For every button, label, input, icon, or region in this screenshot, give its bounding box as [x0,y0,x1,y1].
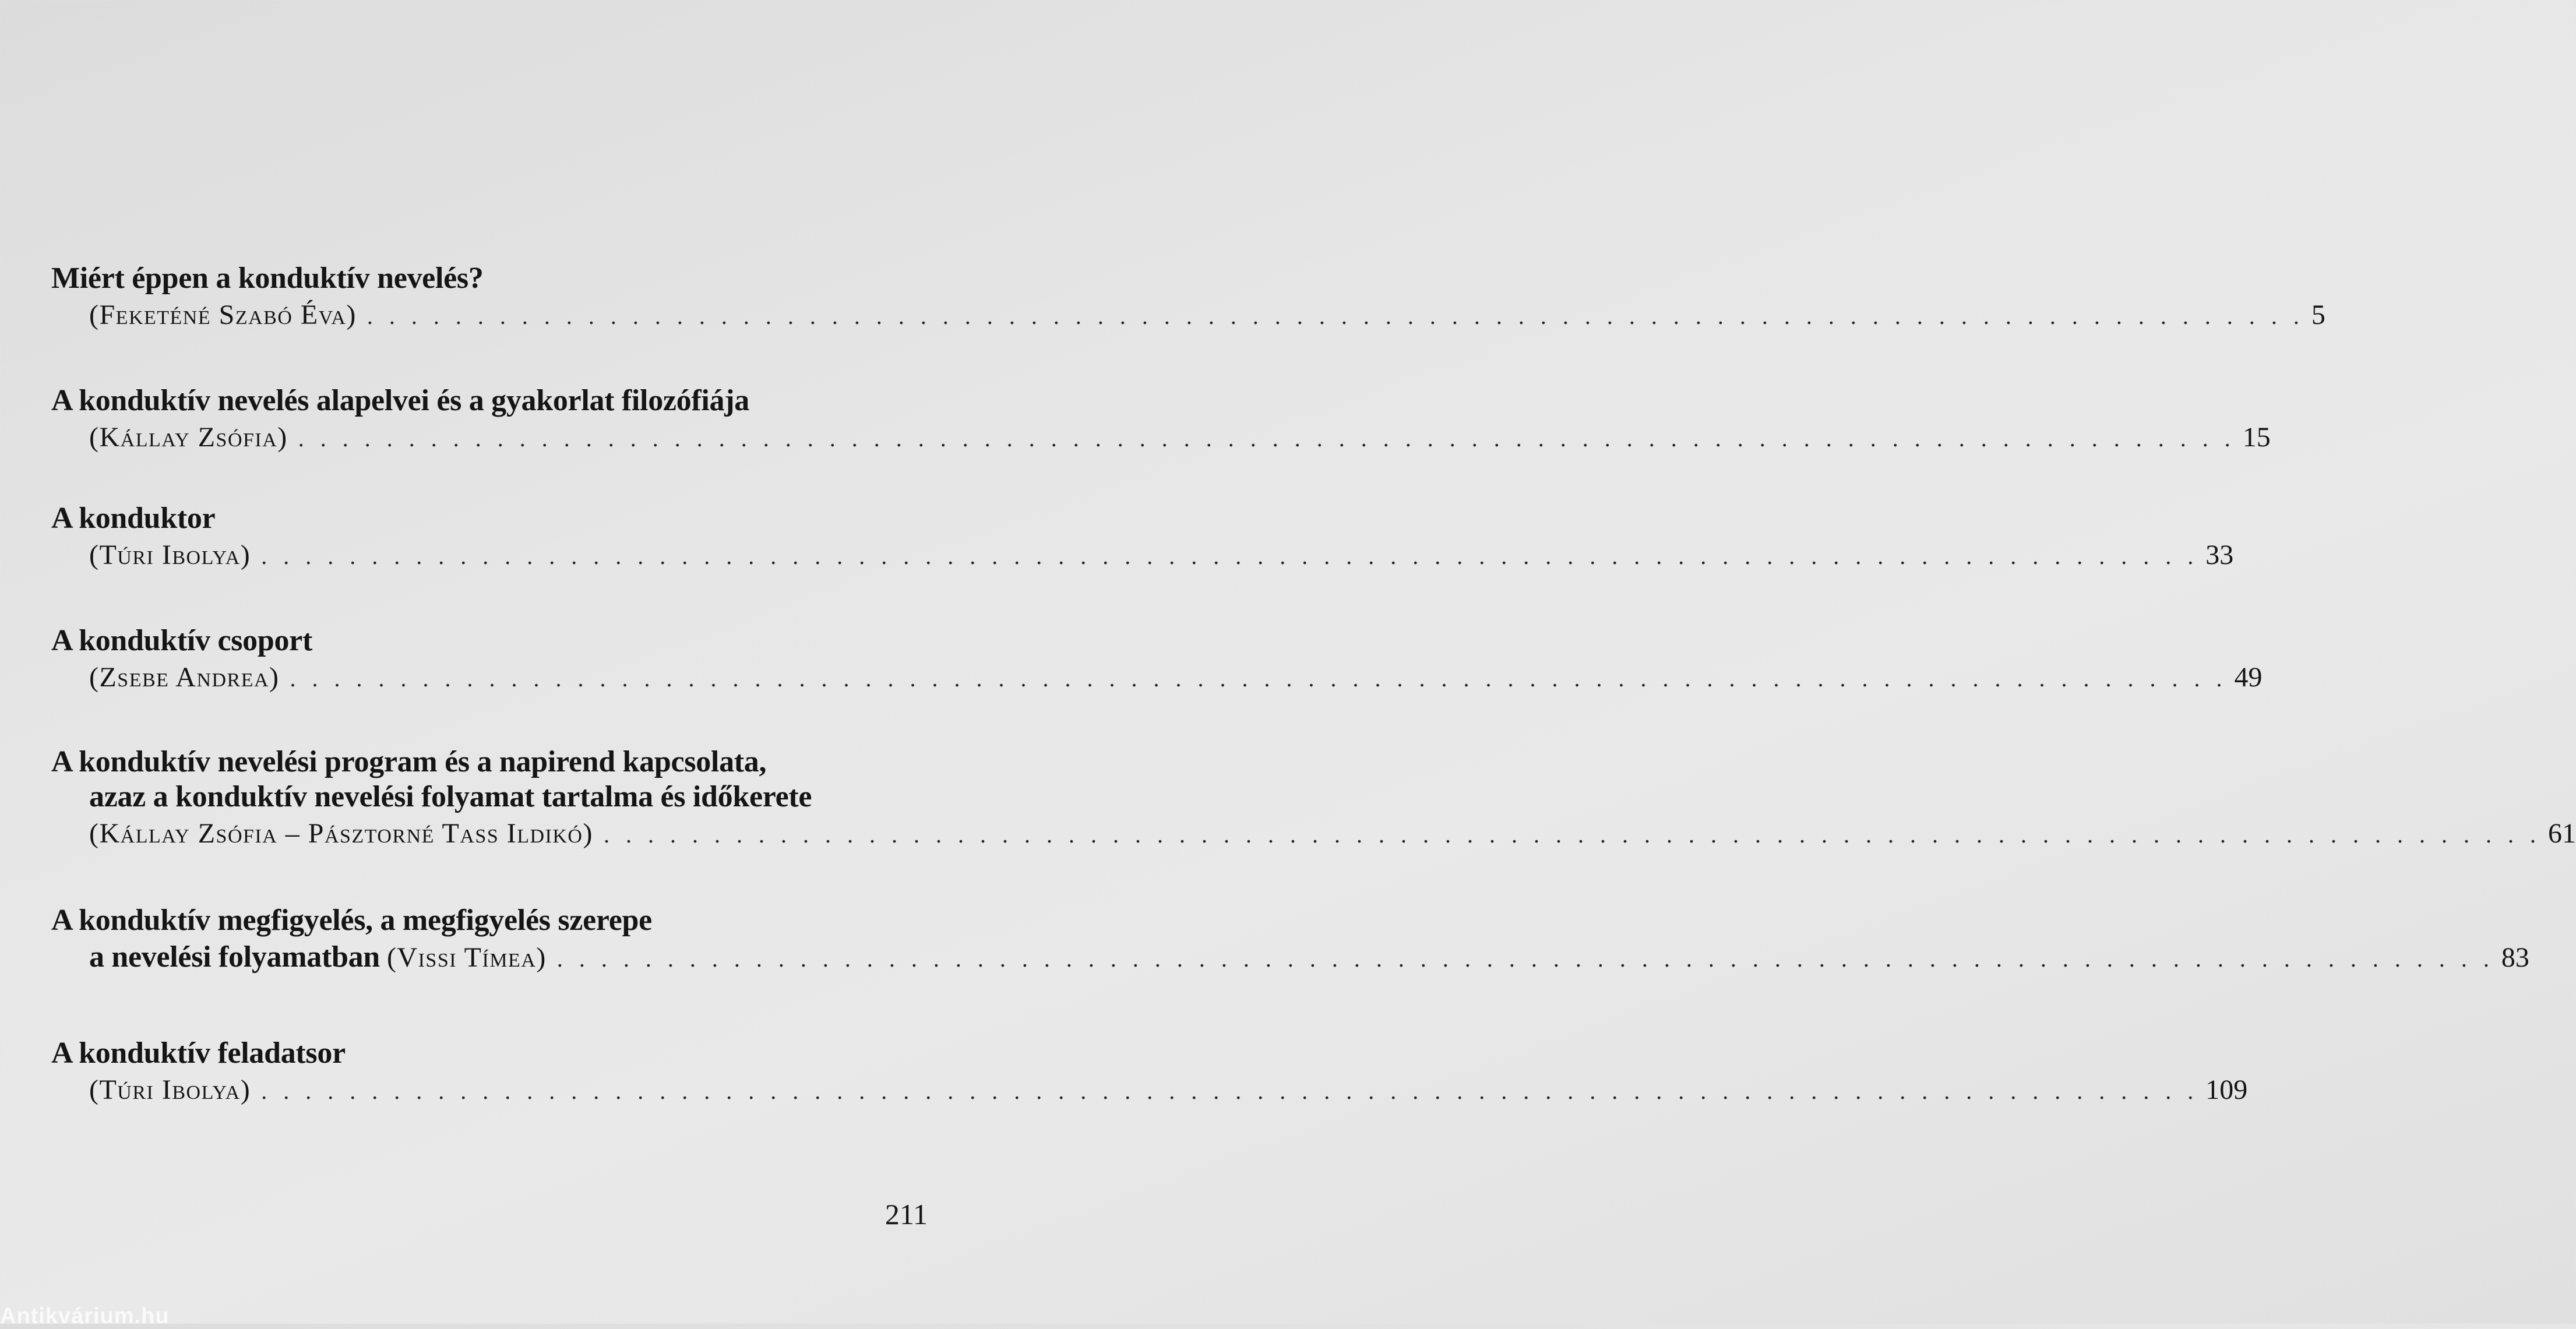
entry-author-line [51,418,2271,457]
entry-title: A konduktor [51,502,216,535]
entry-author-line [51,296,2325,334]
entry-author: (Zsebe Andrea) [89,662,280,693]
entry-title-continuation: azaz a konduktív nevelési folyamat tartalma és időkerete [89,780,812,813]
entry-author-line [51,1071,2248,1109]
entry-author: (Túri Ibolya) [89,1074,251,1105]
entry-page-number: 5 [2311,299,2325,330]
dot-leader: . . . . . . . . . . . . . . . . . . . . . . . . . . . . . . . . . . . . . . . . . . . . . . . . . . . . . . . . . . . . . . . . . . . . . . . . . . . . . . . . . . . . . . . . [556,946,2494,972]
entry-page-number: 109 [2205,1074,2248,1105]
entry-author: (Túri Ibolya) [89,540,251,570]
bleed-through-text [408,3,415,37]
dot-leader: . . . . . . . . . . . . . . . . . . . . . . . . . . . . . . . . . . . . . . . . . . . . . . . . . . . . . . . . . . . . . . . . . . . . . . . . . . . . . . . . . . . . . . . . [603,822,2541,848]
toc-entry [51,1036,2248,1109]
entry-page-number: 15 [2242,422,2271,453]
entry-title: A konduktív nevelési program és a napirend kapcsolata, [51,745,767,778]
entry-title: A konduktív csoport [51,624,312,657]
toc-entry [51,261,2325,334]
entry-author-line [51,938,2529,977]
dot-leader: . . . . . . . . . . . . . . . . . . . . . . . . . . . . . . . . . . . . . . . . . . . . . . . . . . . . . . . . . . . . . . . . . . . . . . . . . . . . . . . . . . . . . . . . [290,665,2228,692]
watermark-logo: Antikvárium.hu [0,1304,170,1328]
entry-title: A konduktív nevelés alapelvei és a gyakorlat filozófiája [51,384,749,417]
entry-author: (Feketéné Szabó Éva) [89,299,357,330]
toc-entry [51,623,2263,697]
dot-leader: . . . . . . . . . . . . . . . . . . . . . . . . . . . . . . . . . . . . . . . . . . . . . . . . . . . . . . . . . . . . . . . . . . . . . . . . . . . . . . . . . . . . . . . . [261,1078,2199,1104]
entry-title: A konduktív feladatsor [51,1037,346,1070]
dot-leader: . . . . . . . . . . . . . . . . . . . . . . . . . . . . . . . . . . . . . . . . . . . . . . . . . . . . . . . . . . . . . . . . . . . . . . . . . . . . . . . . . . . . . . . . [261,543,2199,569]
toc-entry [51,903,2529,977]
toc-entry [51,745,2576,853]
entry-author-line [51,815,2576,853]
entry-title: Miért éppen a konduktív nevelés? [51,262,484,295]
entry-title: A konduktív megfigyelés, a megfigyelés szerepe [51,904,652,937]
toc-entry [51,383,2271,457]
page-number: 211 [884,1198,928,1231]
entry-author: (Kállay Zsófia – Pásztorné Tass Ildikó) [89,818,593,849]
entry-page-number: 83 [2501,942,2529,973]
entry-title-continuation: a nevelési folyamatban [89,940,380,974]
entry-page-number: 49 [2234,662,2263,693]
dot-leader: . . . . . . . . . . . . . . . . . . . . . . . . . . . . . . . . . . . . . . . . . . . . . . . . . . . . . . . . . . . . . . . . . . . . . . . . . . . . . . . . . . . . . . . . [298,425,2236,452]
dot-leader: . . . . . . . . . . . . . . . . . . . . . . . . . . . . . . . . . . . . . . . . . . . . . . . . . . . . . . . . . . . . . . . . . . . . . . . . . . . . . . . . . . . . . . . . [367,303,2304,329]
entry-author-line [51,658,2263,697]
entry-author: (Kállay Zsófia) [89,422,288,453]
toc-entry [51,501,2234,574]
entry-author: (Vissi Tímea) [386,942,547,973]
entry-page-number: 61 [2547,818,2576,849]
entry-author-line [51,536,2234,574]
entry-page-number: 33 [2205,540,2234,570]
